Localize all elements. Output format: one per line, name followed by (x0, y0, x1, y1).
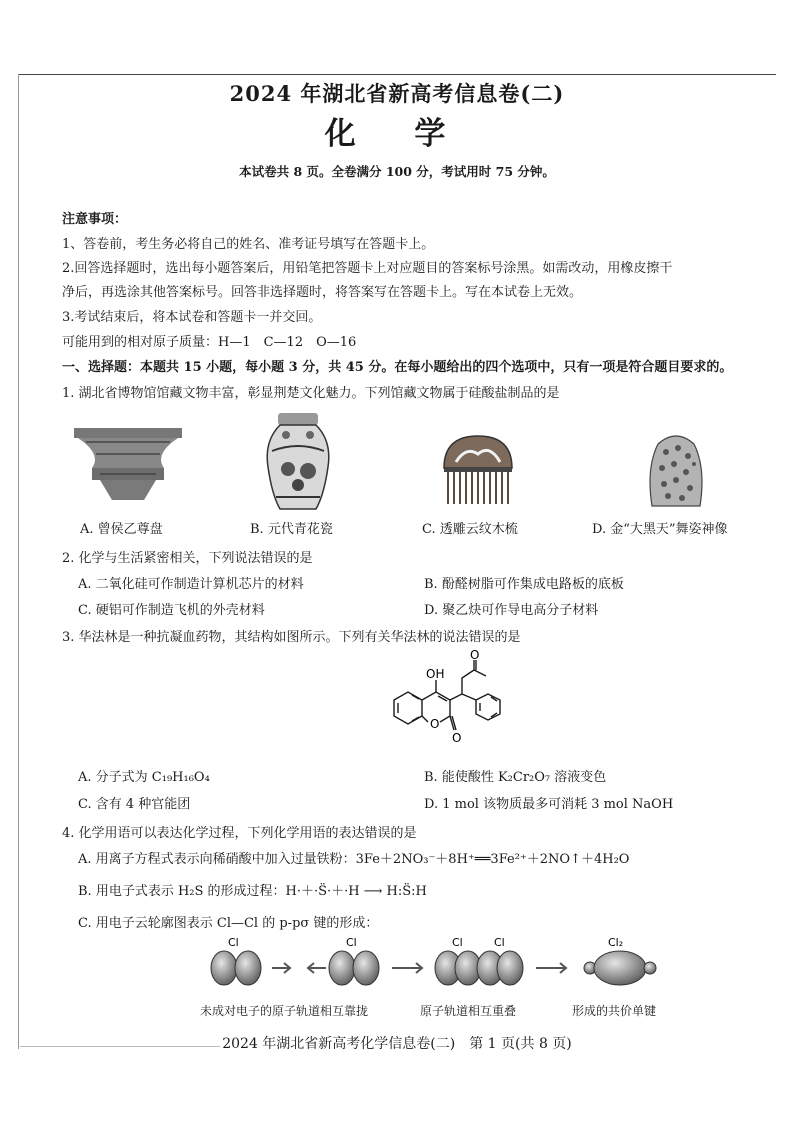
notice-item-2-cont: 净后，再选涂其他答案标号。回答非选择题时，将答案写在答题卡上。写在本试卷上无效。 (62, 285, 583, 300)
orbital-caption-2: 原子轨道相互重叠 (420, 1004, 517, 1018)
q4-option-c: C. 用电子云轮廓图表示 Cl—Cl 的 p-pσ 键的形成： (78, 916, 379, 931)
section-1-heading: 一、选择题：本题共 15 小题，每小题 3 分，共 45 分。在每小题给出的四个选项中，只有一项是符合题目要求的。 (62, 360, 733, 375)
q4-option-b: B. 用电子式表示 H₂S 的形成过程：H·＋·S̈·＋·H ⟶ H:S̈:H (78, 884, 427, 899)
structure-label-oh: OH (426, 667, 445, 681)
exam-info: 本试卷共 8 页。全卷满分 100 分，考试用时 75 分钟。 (239, 164, 555, 179)
subject-title: 化 学 (324, 116, 470, 152)
page-footer: 2024 年湖北省新高考化学信息卷(二) 第 1 页(共 8 页) (222, 1036, 572, 1052)
structure-label-o-ring: O (430, 717, 440, 731)
q2-stem: 2. 化学与生活紧密相关，下列说法错误的是 (62, 551, 313, 566)
left-edge-rule (18, 74, 19, 1049)
q4-stem: 4. 化学用语可以表达化学过程，下列化学用语的表达错误的是 (62, 826, 417, 841)
artifact-gold-statue-image (644, 428, 708, 508)
q1-stem: 1. 湖北省博物馆馆藏文物丰富，彰显荆楚文化魅力。下列馆藏文物属于硅酸盐制品的是 (62, 386, 560, 401)
q2-option-b: B. 酚醛树脂可作集成电路板的底板 (424, 577, 624, 592)
warfarin-structure-diagram (372, 648, 504, 756)
q3-option-d: D. 1 mol 该物质最多可消耗 3 mol NaOH (424, 797, 674, 812)
exam-title: 2024 年湖北省新高考信息卷(二) (229, 81, 565, 106)
orbital-label-cl-1: Cl (228, 936, 239, 949)
q1-option-a: A. 曾侯乙尊盘 (80, 522, 163, 537)
q3-option-a: A. 分子式为 C₁₉H₁₆O₄ (78, 770, 210, 785)
orbital-label-cl-4: Cl (494, 936, 505, 949)
q1-option-c: C. 透雕云纹木梳 (422, 522, 518, 537)
artifact-bronze-vessel-image (72, 424, 184, 504)
orbital-label-cl-3: Cl (452, 936, 463, 949)
q3-stem: 3. 华法林是一种抗凝血药物，其结构如图所示。下列有关华法林的说法错误的是 (62, 630, 521, 645)
notice-item-1: 1、答卷前，考生务必将自己的姓名、准考证号填写在答题卡上。 (62, 237, 435, 252)
atomic-masses: 可能用到的相对原子质量：H—1 C—12 O—16 (62, 335, 357, 350)
notice-heading: 注意事项： (62, 212, 128, 227)
q1-option-d: D. 金“大黑天”舞姿神像 (592, 522, 728, 537)
q3-option-c: C. 含有 4 种官能团 (78, 797, 191, 812)
orbital-overlap-diagram (206, 932, 676, 1000)
structure-label-o-ketone: O (470, 648, 480, 662)
q3-option-b: B. 能使酸性 K₂Cr₂O₇ 溶液变色 (424, 770, 607, 785)
q4-option-a: A. 用离子方程式表示向稀硝酸中加入过量铁粉：3Fe＋2NO₃⁻＋8H⁺══3Fe²⁺＋2NO↑＋4H₂O (78, 852, 630, 867)
artifact-wooden-comb-image (438, 432, 518, 506)
structure-label-o-carbonyl: O (452, 731, 462, 745)
notice-item-3: 3.考试结束后，将本试卷和答题卡一并交回。 (62, 310, 322, 325)
orbital-label-cl2: Cl₂ (608, 936, 624, 949)
orbital-caption-3: 形成的共价单键 (572, 1004, 657, 1018)
orbital-label-cl-2: Cl (346, 936, 357, 949)
orbital-caption-1: 未成对电子的原子轨道相互靠拢 (200, 1004, 369, 1018)
q2-option-c: C. 硬铝可作制造飞机的外壳材料 (78, 603, 265, 618)
notice-item-2: 2.回答选择题时，选出每小题答案后，用铅笔把答题卡上对应题目的答案标号涂黑。如需改动，用橡皮擦干 (62, 261, 673, 276)
q2-option-a: A. 二氧化硅可作制造计算机芯片的材料 (78, 577, 304, 592)
top-rule (18, 74, 776, 75)
q1-option-b: B. 元代青花瓷 (250, 522, 333, 537)
artifact-porcelain-vase-image (262, 411, 334, 511)
q2-option-d: D. 聚乙炔可作导电高分子材料 (424, 603, 599, 618)
